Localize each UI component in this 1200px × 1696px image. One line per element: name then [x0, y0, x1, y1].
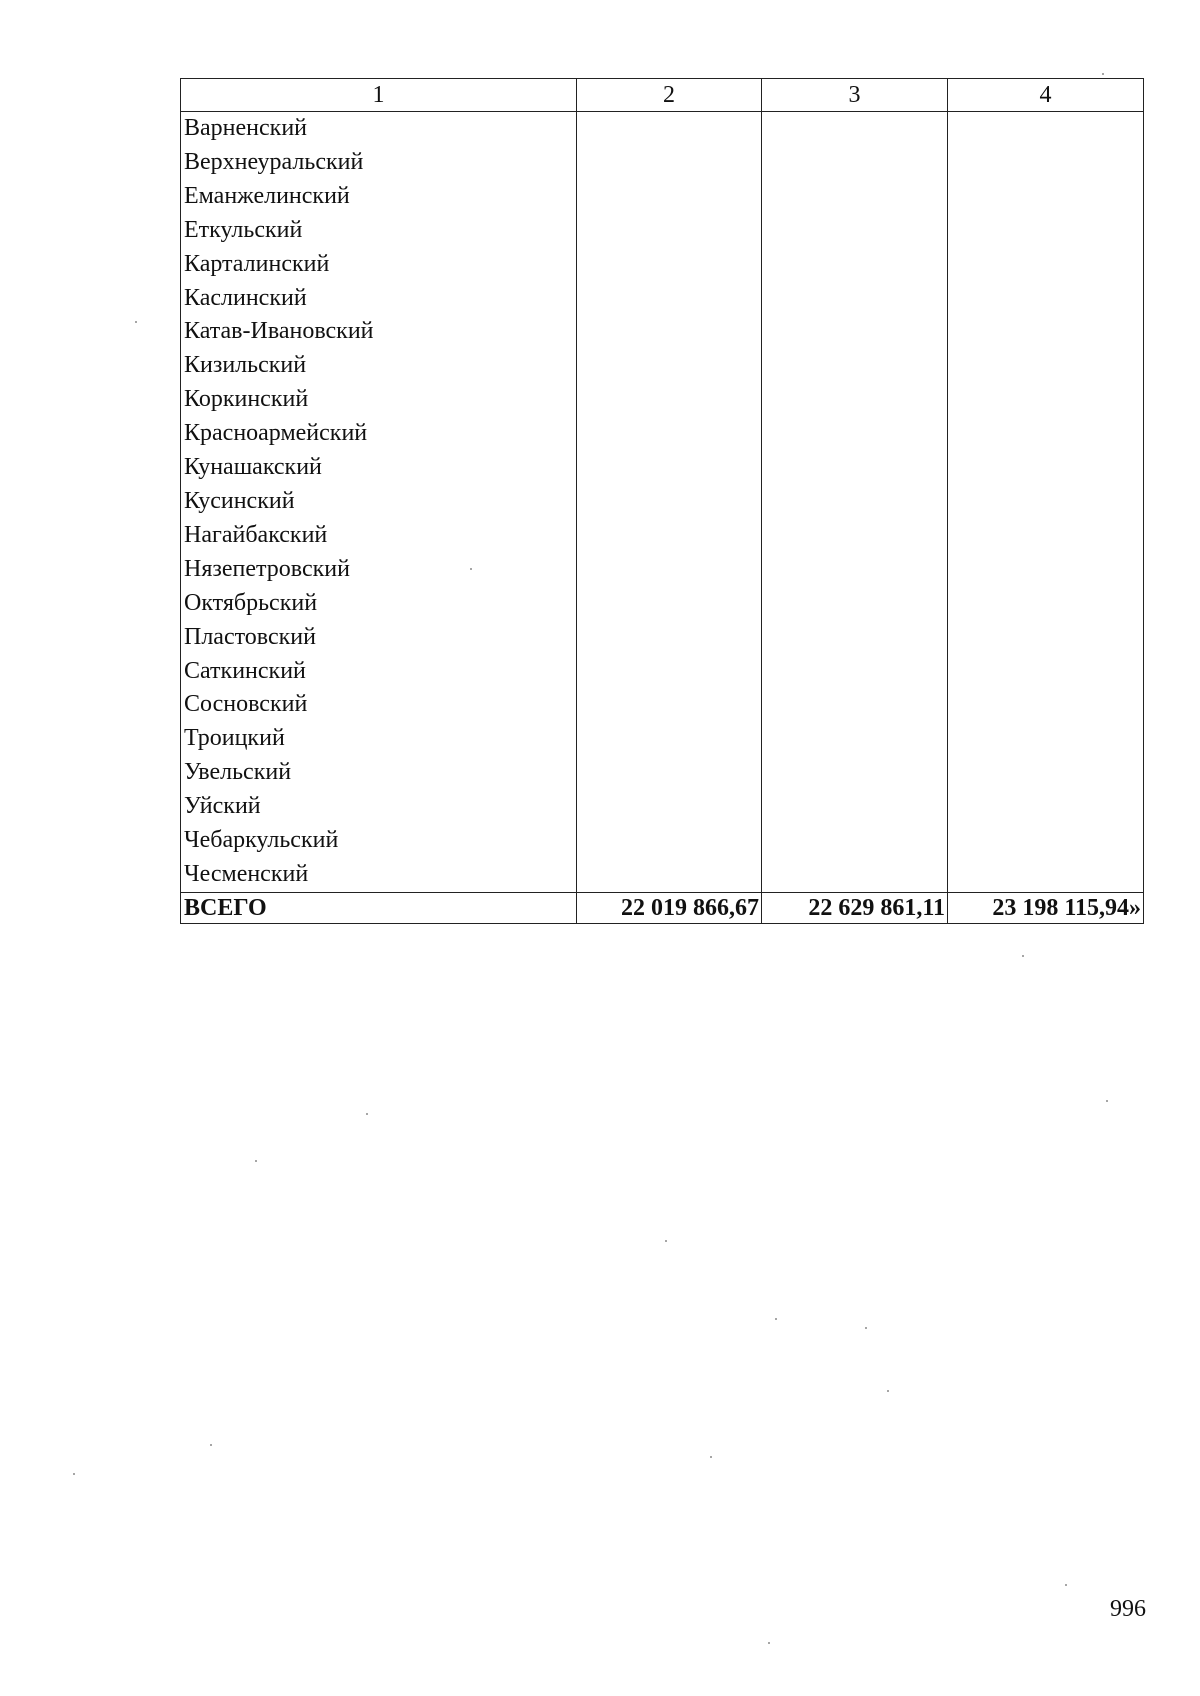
- district-name: Пластовский: [181, 621, 577, 655]
- district-name: Нязепетровский: [181, 553, 577, 587]
- table-row: [181, 858, 1144, 892]
- empty-cell-col4: [948, 214, 1144, 248]
- empty-cell-col2: [577, 688, 762, 722]
- empty-cell-col3: [762, 180, 948, 214]
- empty-cell-col4: [948, 146, 1144, 180]
- header-row: [181, 79, 1144, 112]
- empty-cell-col3: [762, 417, 948, 451]
- district-name: Кизильский: [181, 349, 577, 383]
- district-name: Уйский: [181, 790, 577, 824]
- table-body: [181, 112, 1144, 893]
- scan-speck: [1102, 73, 1104, 75]
- table-row: [181, 587, 1144, 621]
- empty-cell-col2: [577, 519, 762, 553]
- scan-speck: [665, 1240, 667, 1242]
- table-row: [181, 485, 1144, 519]
- empty-cell-col3: [762, 451, 948, 485]
- empty-cell-col2: [577, 248, 762, 282]
- table-row: [181, 722, 1144, 756]
- empty-cell-col2: [577, 485, 762, 519]
- empty-cell-col3: [762, 383, 948, 417]
- empty-cell-col4: [948, 485, 1144, 519]
- empty-cell-col3: [762, 824, 948, 858]
- scan-speck: [710, 1456, 712, 1458]
- empty-cell-col4: [948, 756, 1144, 790]
- empty-cell-col3: [762, 621, 948, 655]
- empty-cell-col2: [577, 146, 762, 180]
- empty-cell-col2: [577, 349, 762, 383]
- district-name: Верхнеуральский: [181, 146, 577, 180]
- empty-cell-col2: [577, 180, 762, 214]
- table-row: [181, 349, 1144, 383]
- table-row: [181, 621, 1144, 655]
- page-number: 996: [1110, 1596, 1146, 1622]
- district-name: Еманжелинский: [181, 180, 577, 214]
- scan-speck: [1065, 1584, 1067, 1586]
- column-header-1: 1: [181, 79, 577, 112]
- empty-cell-col3: [762, 248, 948, 282]
- total-label: ВСЕГО: [181, 892, 577, 923]
- empty-cell-col3: [762, 587, 948, 621]
- empty-cell-col3: [762, 519, 948, 553]
- table-row: [181, 282, 1144, 316]
- scan-speck: [366, 1113, 368, 1115]
- district-name: Карталинский: [181, 248, 577, 282]
- district-name: Троицкий: [181, 722, 577, 756]
- empty-cell-col4: [948, 621, 1144, 655]
- empty-cell-col2: [577, 756, 762, 790]
- empty-cell-col2: [577, 282, 762, 316]
- empty-cell-col3: [762, 756, 948, 790]
- district-name: Еткульский: [181, 214, 577, 248]
- total-value-col2: 22 019 866,67: [577, 892, 762, 923]
- scan-speck: [865, 1327, 867, 1329]
- empty-cell-col4: [948, 722, 1144, 756]
- table-row: [181, 248, 1144, 282]
- empty-cell-col4: [948, 790, 1144, 824]
- table-footer: [181, 892, 1144, 923]
- empty-cell-col4: [948, 417, 1144, 451]
- total-row: [181, 892, 1144, 923]
- empty-cell-col4: [948, 383, 1144, 417]
- column-header-3: 3: [762, 79, 948, 112]
- table-row: [181, 383, 1144, 417]
- district-name: Варненский: [181, 112, 577, 146]
- empty-cell-col2: [577, 587, 762, 621]
- district-name: Катав-Ивановский: [181, 315, 577, 349]
- district-name: Октябрьский: [181, 587, 577, 621]
- column-header-4: 4: [948, 79, 1144, 112]
- empty-cell-col3: [762, 655, 948, 689]
- empty-cell-col2: [577, 655, 762, 689]
- empty-cell-col3: [762, 485, 948, 519]
- table-row: [181, 417, 1144, 451]
- table-row: [181, 451, 1144, 485]
- empty-cell-col4: [948, 248, 1144, 282]
- scan-speck: [210, 1444, 212, 1446]
- data-table: [180, 78, 1144, 924]
- empty-cell-col2: [577, 722, 762, 756]
- district-name: Коркинский: [181, 383, 577, 417]
- table-row: [181, 688, 1144, 722]
- empty-cell-col2: [577, 621, 762, 655]
- table-row: [181, 112, 1144, 146]
- table-row: [181, 519, 1144, 553]
- scan-speck: [775, 1318, 777, 1320]
- scan-speck: [73, 1473, 75, 1475]
- district-name: Увельский: [181, 756, 577, 790]
- empty-cell-col4: [948, 349, 1144, 383]
- empty-cell-col2: [577, 858, 762, 892]
- table-row: [181, 180, 1144, 214]
- scan-speck: [1022, 955, 1024, 957]
- empty-cell-col4: [948, 655, 1144, 689]
- table-row: [181, 824, 1144, 858]
- empty-cell-col3: [762, 146, 948, 180]
- empty-cell-col2: [577, 315, 762, 349]
- empty-cell-col2: [577, 824, 762, 858]
- table-row: [181, 790, 1144, 824]
- empty-cell-col4: [948, 824, 1144, 858]
- empty-cell-col2: [577, 451, 762, 485]
- district-name: Красноармейский: [181, 417, 577, 451]
- empty-cell-col4: [948, 553, 1144, 587]
- empty-cell-col4: [948, 180, 1144, 214]
- district-name: Чебаркульский: [181, 824, 577, 858]
- empty-cell-col4: [948, 587, 1144, 621]
- empty-cell-col3: [762, 315, 948, 349]
- district-name: Чесменский: [181, 858, 577, 892]
- district-name: Саткинский: [181, 655, 577, 689]
- empty-cell-col4: [948, 688, 1144, 722]
- empty-cell-col4: [948, 451, 1144, 485]
- table-row: [181, 553, 1144, 587]
- empty-cell-col4: [948, 519, 1144, 553]
- empty-cell-col4: [948, 315, 1144, 349]
- empty-cell-col3: [762, 688, 948, 722]
- empty-cell-col3: [762, 790, 948, 824]
- empty-cell-col3: [762, 282, 948, 316]
- empty-cell-col4: [948, 112, 1144, 146]
- empty-cell-col4: [948, 858, 1144, 892]
- table-row: [181, 655, 1144, 689]
- empty-cell-col2: [577, 790, 762, 824]
- table-row: [181, 214, 1144, 248]
- table-row: [181, 756, 1144, 790]
- empty-cell-col3: [762, 722, 948, 756]
- table-row: [181, 146, 1144, 180]
- total-value-col4: 23 198 115,94»: [948, 892, 1144, 923]
- empty-cell-col3: [762, 553, 948, 587]
- scan-speck: [255, 1160, 257, 1162]
- total-value-col3: 22 629 861,11: [762, 892, 948, 923]
- scan-speck: [1106, 1100, 1108, 1102]
- empty-cell-col2: [577, 553, 762, 587]
- empty-cell-col3: [762, 349, 948, 383]
- empty-cell-col2: [577, 417, 762, 451]
- table-header: [181, 79, 1144, 112]
- scan-speck: [135, 321, 137, 323]
- empty-cell-col3: [762, 214, 948, 248]
- empty-cell-col4: [948, 282, 1144, 316]
- empty-cell-col2: [577, 383, 762, 417]
- scan-speck: [470, 568, 472, 570]
- district-name: Нагайбакский: [181, 519, 577, 553]
- district-name: Кусинский: [181, 485, 577, 519]
- scan-speck: [887, 1390, 889, 1392]
- empty-cell-col3: [762, 858, 948, 892]
- column-header-2: 2: [577, 79, 762, 112]
- district-name: Кунашакский: [181, 451, 577, 485]
- table-row: [181, 315, 1144, 349]
- empty-cell-col2: [577, 214, 762, 248]
- empty-cell-col2: [577, 112, 762, 146]
- district-name: Каслинский: [181, 282, 577, 316]
- district-name: Сосновский: [181, 688, 577, 722]
- scan-speck: [768, 1642, 770, 1644]
- empty-cell-col3: [762, 112, 948, 146]
